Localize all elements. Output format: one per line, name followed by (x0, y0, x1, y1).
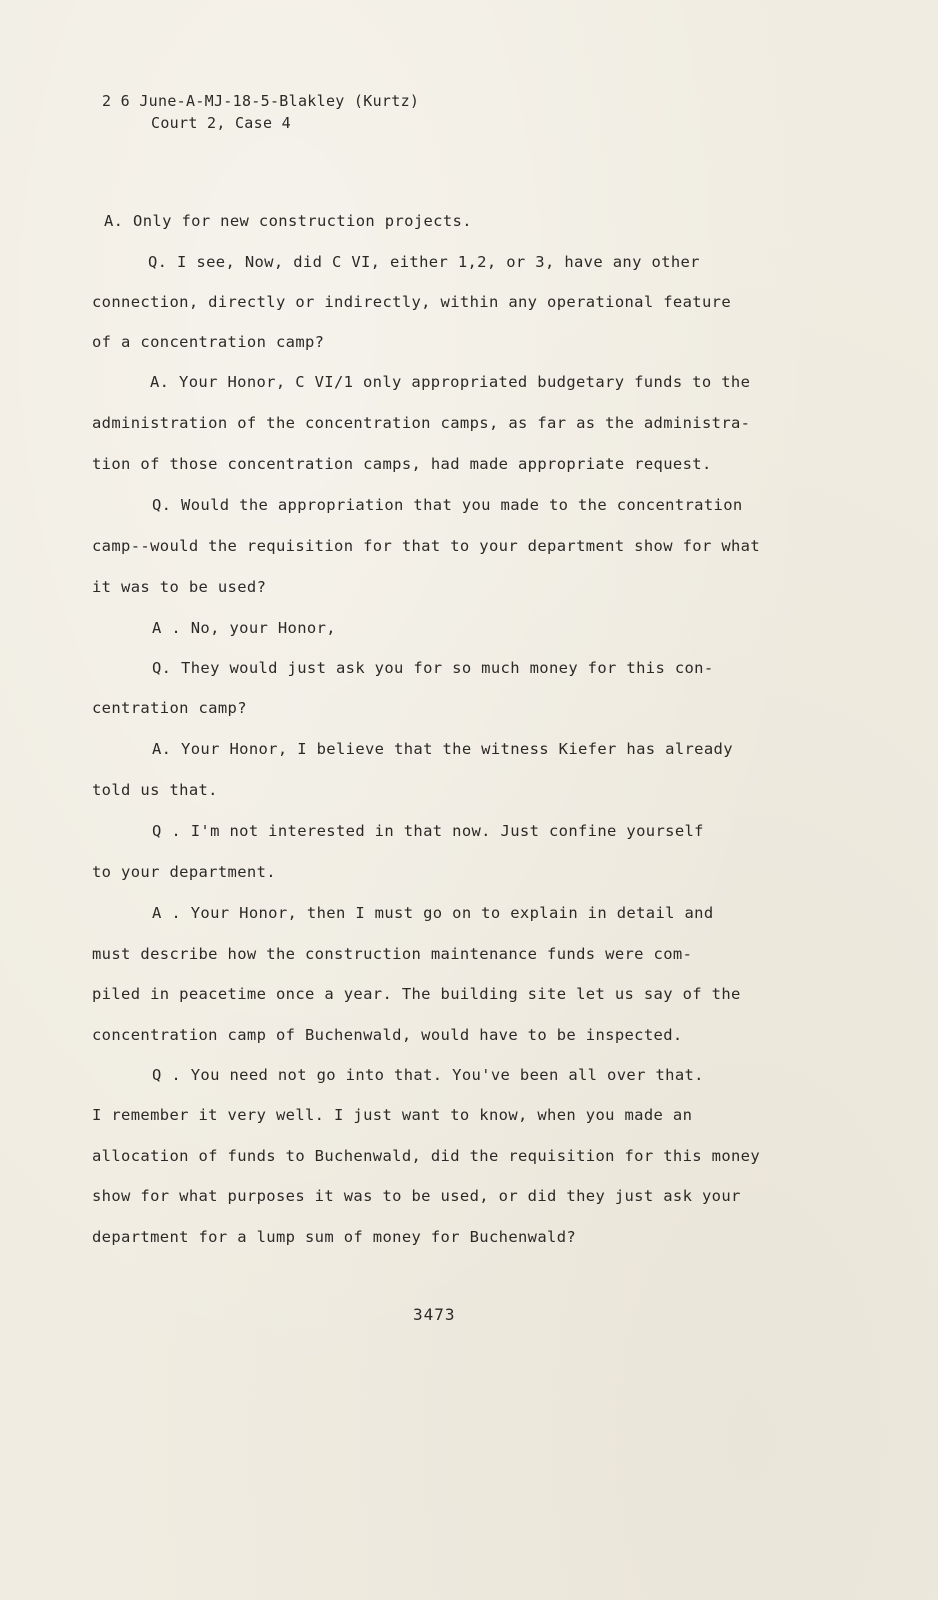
transcript-line: to your department. (92, 863, 276, 881)
transcript-line: Q. Would the appropriation that you made to the concentration (152, 496, 743, 514)
transcript-line: camp--would the requisition for that to your department show for what (92, 537, 761, 555)
transcript-line: A . No, your Honor, (152, 619, 336, 637)
page-number: 3473 (413, 1305, 456, 1324)
transcript-line: A. Only for new construction projects. (104, 212, 472, 230)
transcript-line: piled in peacetime once a year. The building site let us say of the (92, 985, 741, 1003)
transcript-line: department for a lump sum of money for Buchenwald? (92, 1228, 577, 1246)
transcript-line: connection, directly or indirectly, within any operational feature (92, 293, 731, 311)
transcript-line: Q. They would just ask you for so much money for this con- (152, 659, 714, 677)
transcript-line: I remember it very well. I just want to know, when you made an (92, 1106, 693, 1124)
transcript-line: show for what purposes it was to be used, or did they just ask your (92, 1187, 741, 1205)
transcript-line: must describe how the construction maintenance funds were com- (92, 945, 693, 963)
header-court-line: Court 2, Case 4 (151, 114, 291, 132)
transcript-line: tion of those concentration camps, had made appropriate request. (92, 455, 712, 473)
transcript-line: allocation of funds to Buchenwald, did the requisition for this money (92, 1147, 761, 1165)
document-header (102, 90, 419, 134)
transcript-line: concentration camp of Buchenwald, would have to be inspected. (92, 1026, 683, 1044)
transcript-line: administration of the concentration camps, as far as the administra- (92, 414, 751, 432)
transcript-line: Q. I see, Now, did C VI, either 1,2, or 3, have any other (148, 253, 700, 271)
transcript-line: Q . You need not go into that. You've been all over that. (152, 1066, 704, 1084)
transcript-line: A. Your Honor, I believe that the witness Kiefer has already (152, 740, 733, 758)
header-docket-line: 2 6 June-A-MJ-18-5-Blakley (Kurtz) (102, 92, 420, 110)
transcript-line: told us that. (92, 781, 218, 799)
transcript-line: A. Your Honor, C VI/1 only appropriated budgetary funds to the (150, 373, 751, 391)
transcript-line: it was to be used? (92, 578, 267, 596)
transcript-line: Q . I'm not interested in that now. Just confine yourself (152, 822, 704, 840)
transcript-line: A . Your Honor, then I must go on to explain in detail and (152, 904, 714, 922)
transcript-line: of a concentration camp? (92, 333, 325, 351)
transcript-line: centration camp? (92, 699, 247, 717)
